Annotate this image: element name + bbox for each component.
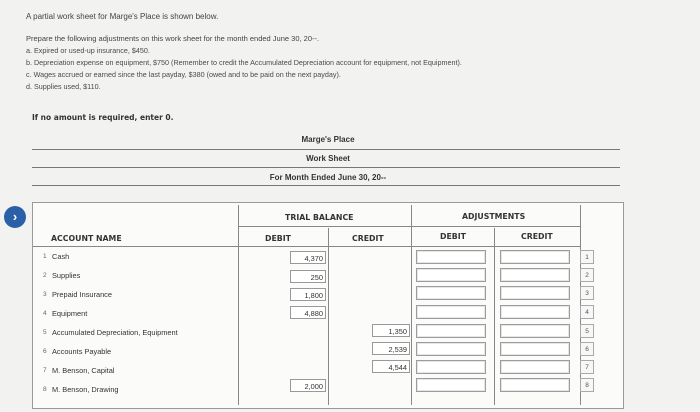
adj-debit-input[interactable] — [416, 378, 486, 392]
title-rule — [32, 149, 620, 150]
account-supplies: Supplies — [52, 271, 81, 280]
adjustment-c: c. Wages accrued or earned since the last payday, $380 (owed and to be paid on the next payday). — [26, 70, 341, 79]
prepare-text: Prepare the following adjustments on this work sheet for the month ended June 30, 20--. — [26, 34, 320, 43]
row-index: 1 — [580, 250, 594, 264]
adj-debit-input[interactable] — [416, 360, 486, 374]
doc-title: Work Sheet — [306, 154, 350, 163]
tb-credit-header: CREDIT — [352, 234, 384, 243]
account-accumulated-depreciation: Accumulated Depreciation, Equipment — [52, 328, 178, 337]
adj-credit-input[interactable] — [500, 360, 570, 374]
tb-debit-header: DEBIT — [265, 234, 291, 243]
adj-credit-input[interactable] — [500, 324, 570, 338]
adj-debit-header: DEBIT — [440, 232, 466, 241]
company-name: Marge's Place — [301, 135, 355, 144]
tb-credit-cell: 4,544 — [372, 360, 410, 373]
expand-chevron-icon[interactable]: › — [4, 206, 26, 228]
row-index: 5 — [580, 324, 594, 338]
row-number: 1 — [43, 253, 47, 260]
title-rule — [32, 167, 620, 168]
adj-credit-input[interactable] — [500, 378, 570, 392]
grid-line — [494, 228, 495, 405]
row-number: 7 — [43, 367, 47, 374]
adj-debit-input[interactable] — [416, 268, 486, 282]
tb-credit-cell: 1,350 — [372, 324, 410, 337]
grid-line — [411, 205, 412, 405]
account-accounts-payable: Accounts Payable — [52, 347, 112, 356]
adj-credit-input[interactable] — [500, 286, 570, 300]
grid-line — [33, 246, 580, 247]
account-equipment: Equipment — [52, 309, 88, 318]
account-prepaid-insurance: Prepaid Insurance — [52, 290, 112, 299]
grid-line — [328, 228, 329, 405]
account-capital: M. Benson, Capital — [52, 366, 115, 375]
adj-credit-input[interactable] — [500, 250, 570, 264]
tb-debit-cell: 250 — [290, 270, 326, 283]
adjustment-a: a. Expired or used-up insurance, $450. — [26, 46, 150, 55]
adjustments-header: ADJUSTMENTS — [462, 212, 526, 221]
adj-credit-input[interactable] — [500, 305, 570, 319]
row-index: 8 — [580, 378, 594, 392]
row-number: 5 — [43, 329, 47, 336]
row-number: 6 — [43, 348, 47, 355]
adj-credit-header: CREDIT — [521, 232, 553, 241]
tb-debit-cell: 4,880 — [290, 306, 326, 319]
title-rule — [32, 185, 620, 186]
account-cash: Cash — [52, 252, 70, 261]
row-number: 3 — [43, 291, 47, 298]
adjustment-b: b. Depreciation expense on equipment, $750 (Remember to credit the Accumulated Depreciation account for equipment, not Equipment). — [26, 58, 462, 67]
grid-line — [238, 226, 580, 227]
row-index: 3 — [580, 286, 594, 300]
tb-debit-cell: 2,000 — [290, 379, 326, 392]
tb-credit-cell: 2,539 — [372, 342, 410, 355]
row-index: 6 — [580, 342, 594, 356]
account-drawing: M. Benson, Drawing — [52, 385, 119, 394]
row-index: 2 — [580, 268, 594, 282]
adj-debit-input[interactable] — [416, 286, 486, 300]
intro-text: A partial work sheet for Marge's Place is shown below. — [26, 12, 219, 21]
row-number: 2 — [43, 272, 47, 279]
tb-debit-cell: 4,370 — [290, 251, 326, 264]
adj-credit-input[interactable] — [500, 268, 570, 282]
adj-debit-input[interactable] — [416, 250, 486, 264]
trial-balance-header: TRIAL BALANCE — [285, 213, 354, 222]
adjustment-d: d. Supplies used, $110. — [26, 82, 101, 91]
adj-debit-input[interactable] — [416, 324, 486, 338]
row-number: 4 — [43, 310, 47, 317]
adj-credit-input[interactable] — [500, 342, 570, 356]
adj-debit-input[interactable] — [416, 305, 486, 319]
tb-debit-cell: 1,800 — [290, 288, 326, 301]
period-title: For Month Ended June 30, 20-- — [269, 173, 387, 182]
row-number: 8 — [43, 386, 47, 393]
row-index: 4 — [580, 305, 594, 319]
zero-note: If no amount is required, enter 0. — [32, 113, 174, 122]
adj-debit-input[interactable] — [416, 342, 486, 356]
grid-line — [238, 205, 239, 405]
account-name-header: ACCOUNT NAME — [51, 234, 122, 243]
row-index: 7 — [580, 360, 594, 374]
